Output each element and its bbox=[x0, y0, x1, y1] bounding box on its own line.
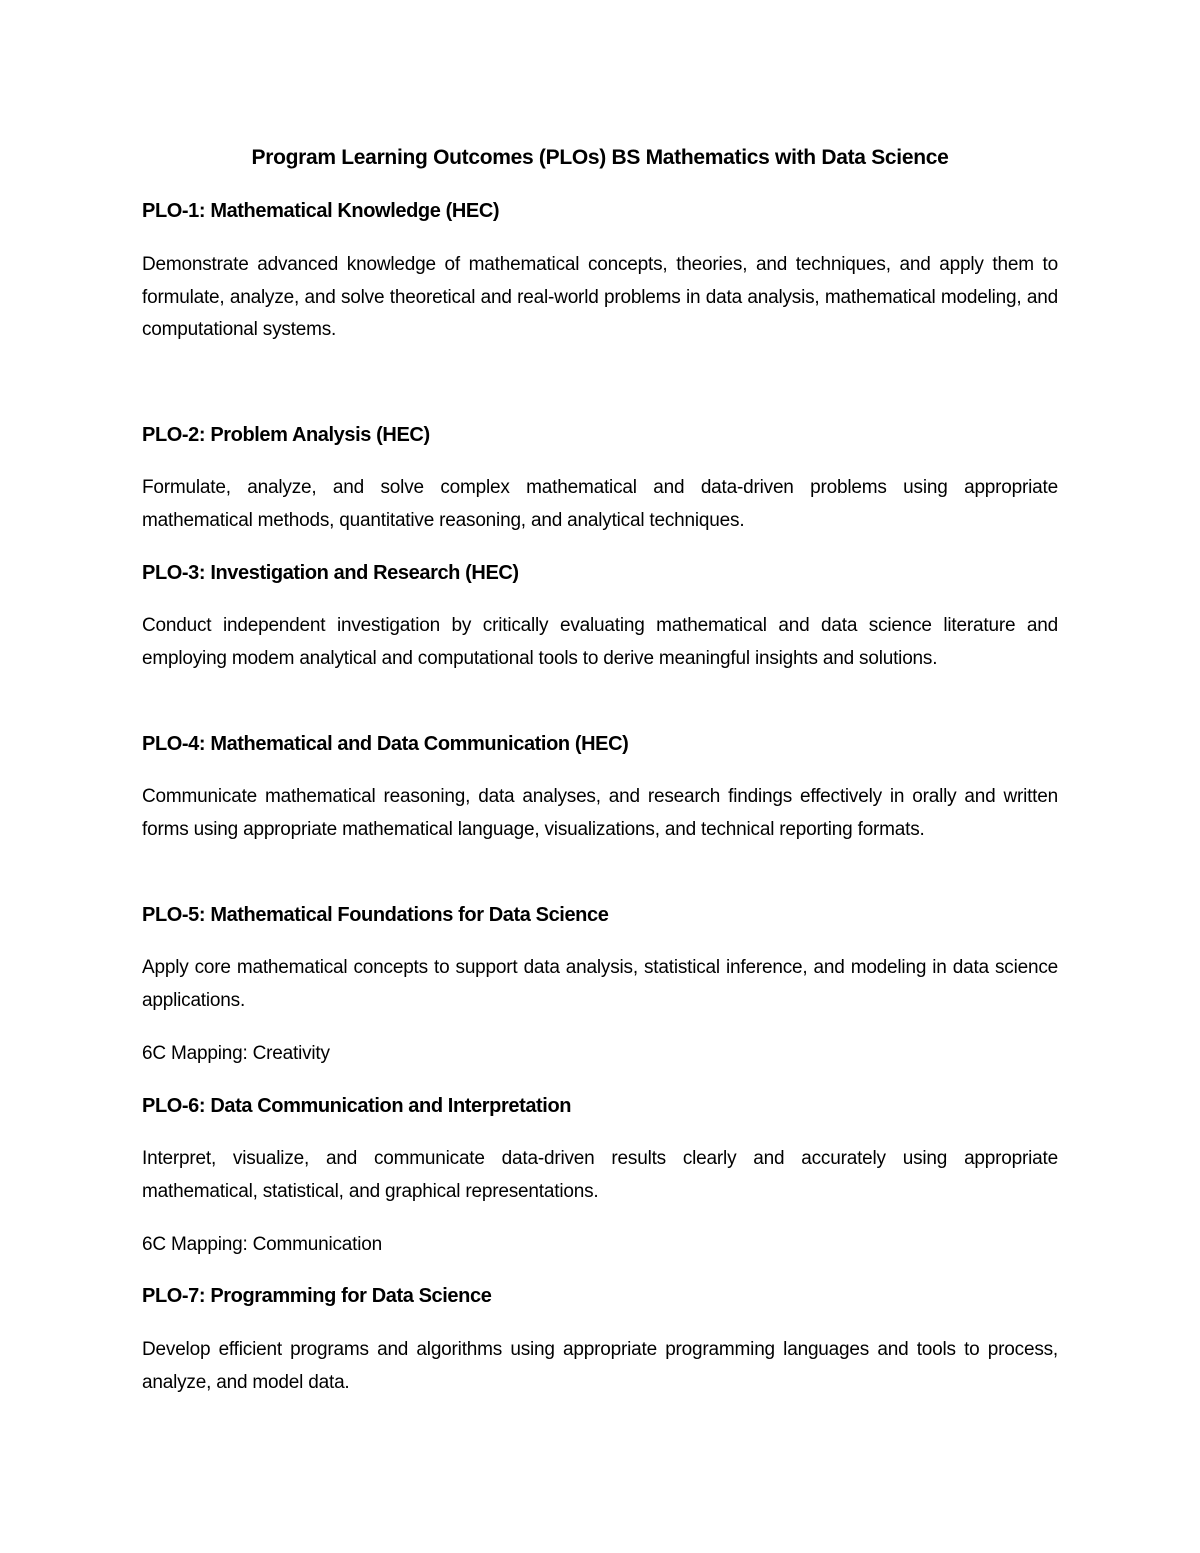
plo-6-6c-mapping: 6C Mapping: Communication bbox=[142, 1234, 383, 1255]
plo-5-description: Apply core mathematical concepts to support data analysis, statistical inference, and modeling in data science applications. bbox=[142, 957, 1058, 1011]
plo-5-6c-mapping: 6C Mapping: Creativity bbox=[142, 1043, 330, 1064]
document-title: Program Learning Outcomes (PLOs) BS Mathematics with Data Science bbox=[251, 146, 949, 169]
plo-1-heading: PLO-1: Mathematical Knowledge (HEC) bbox=[142, 200, 500, 222]
plo-4-heading: PLO-4: Mathematical and Data Communication (HEC) bbox=[142, 733, 629, 755]
plo-7-heading: PLO-7: Programming for Data Science bbox=[142, 1285, 492, 1307]
plo-5-heading: PLO-5: Mathematical Foundations for Data Science bbox=[142, 904, 609, 926]
plo-7-description: Develop efficient programs and algorithms using appropriate programming languages and tools to process, analyze, and model data. bbox=[142, 1339, 1058, 1393]
plo-1-description: Demonstrate advanced knowledge of mathematical concepts, theories, and techniques, and apply them to formulate, analyze, and solve theoretical and real-world problems in data analysis, mathematical modeling, and computational systems. bbox=[142, 254, 1058, 341]
plo-6-heading: PLO-6: Data Communication and Interpretation bbox=[142, 1095, 572, 1117]
plo-4-description: Communicate mathematical reasoning, data analyses, and research findings effectively in orally and written forms using appropriate mathematical language, visualizations, and technical reporting formats. bbox=[142, 786, 1058, 840]
plo-3-heading: PLO-3: Investigation and Research (HEC) bbox=[142, 562, 519, 584]
plo-6-description: Interpret, visualize, and communicate data-driven results clearly and accurately using appropriate mathematical, statistical, and graphical representations. bbox=[142, 1148, 1058, 1202]
plo-2-description: Formulate, analyze, and solve complex mathematical and data-driven problems using appropriate mathematical methods, quantitative reasoning, and analytical techniques. bbox=[142, 477, 1058, 531]
plo-2-heading: PLO-2: Problem Analysis (HEC) bbox=[142, 424, 430, 446]
plo-3-description: Conduct independent investigation by critically evaluating mathematical and data science literature and employing modem analytical and computational tools to derive meaningful insights and solutions. bbox=[142, 615, 1058, 669]
